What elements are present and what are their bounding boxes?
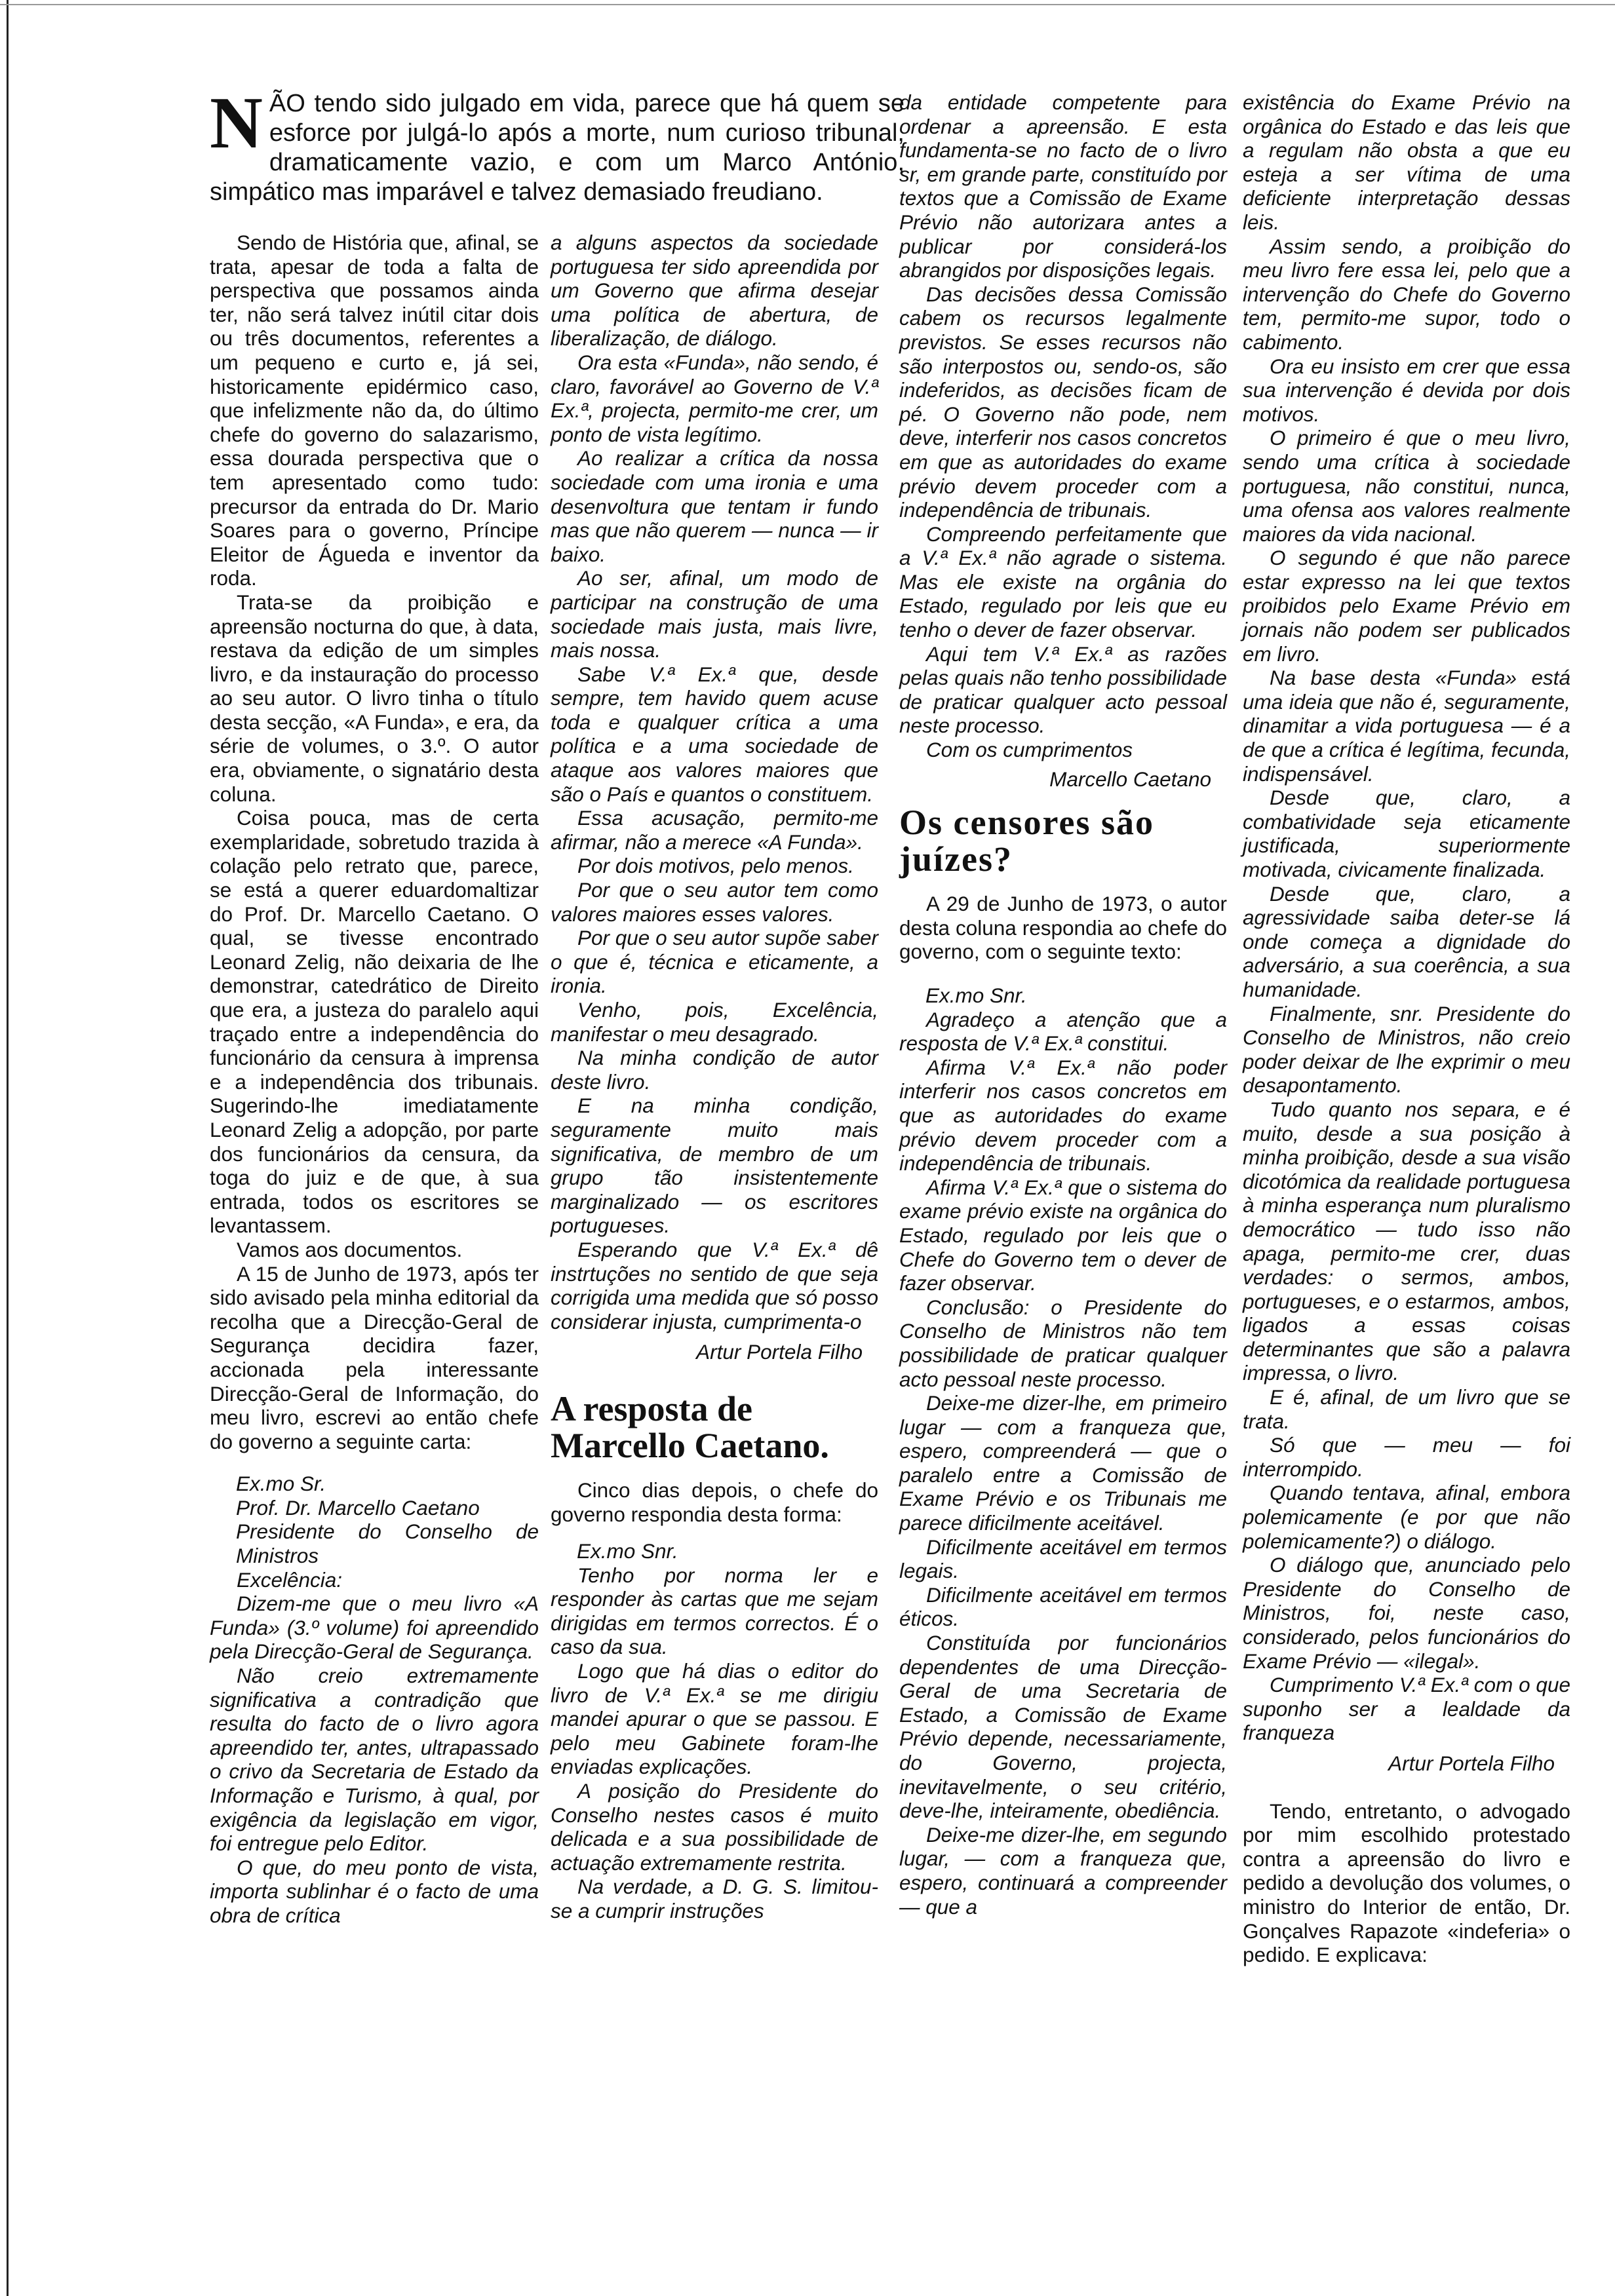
letter-paragraph: Deixe-me dizer-lhe, em segundo lugar, — com a franqueza que, espero, continuará a compreender — que a: [899, 1822, 1227, 1919]
letter-paragraph: O que, do meu ponto de vista, importa sublinhar é o facto de uma obra de crítica: [210, 1855, 539, 1927]
drop-cap: N: [210, 83, 263, 164]
section-heading: A resposta de Marcello Caetano.: [551, 1388, 829, 1465]
letter-paragraph: Por que o seu autor tem como valores maiores esses valores.: [551, 878, 878, 926]
section-heading: Os censores são juízes?: [899, 803, 1154, 879]
letter-salutation: Ex.mo Snr.: [577, 1539, 678, 1563]
letter-paragraph: Tenho por norma ler e responder às cartas que me sejam dirigidas em termos correctos. É o caso da sua.: [551, 1563, 878, 1659]
letter-paragraph: Dizem-me que o meu livro «A Funda» (3.º volume) foi apreendido pela Direcção-Geral de Segurança.: [210, 1592, 539, 1664]
letter-paragraph: Na minha condição de autor deste livro.: [551, 1046, 878, 1094]
letter-paragraph: Na base desta «Funda» está uma ideia que não é, seguramente, dinamitar a vida portuguesa — é a de que a crítica é legítima, fecunda, indispensável.: [1243, 666, 1570, 786]
column-4: [1243, 90, 1570, 1967]
letter-paragraph: existência do Exame Prévio na orgânica do Estado e das leis que a regulam não obsta a que eu esteja a ser vítima de uma deficiente interpretação dessas leis.: [1243, 90, 1570, 234]
column-1: [210, 231, 539, 1928]
letter-addressee: Prof. Dr. Marcello Caetano: [236, 1495, 480, 1520]
letter-paragraph: Por dois motivos, pelo menos.: [577, 854, 854, 878]
signature: Marcello Caetano: [1049, 767, 1211, 791]
letter-paragraph: Afirma V.ª Ex.ª não poder interferir nos casos concretos em que as autoridades do exame prévio devem proceder com a independência de tribunais.: [899, 1055, 1227, 1176]
letter-paragraph: O diálogo que, anunciado pelo Presidente do Conselho de Ministros, foi, neste caso, considerado, pelos funcionários do Exame Prévio — «ilegal».: [1243, 1553, 1570, 1673]
letter-paragraph: Esperando que V.ª Ex.ª dê instrtuções no sentido de que seja corrigida uma medida que só posso considerar injusta, cumprimenta-o: [551, 1237, 878, 1333]
letter-paragraph: Não creio extremamente significativa a contradição que resulta do facto de o livro agora apreendido ter, antes, ultrapassado o crivo da Secretaria de Estado da Informação e Turismo, à qual, por exigência da legislação em vigor, foi entregue pelo Editor.: [210, 1664, 539, 1856]
letter-paragraph: Dificilmente aceitável em termos éticos.: [899, 1582, 1227, 1631]
letter-paragraph: Agradeço a atenção que a resposta de V.ª Ex.ª constitui.: [899, 1007, 1227, 1056]
scan-edge-top: [0, 4, 1615, 5]
letter-paragraph: O segundo é que não parece estar expresso na lei que textos proibidos pelo Exame Prévio em jornais não podem ser publicados em livro.: [1243, 546, 1570, 666]
letter-reply-to-caetano: [899, 984, 1227, 1919]
letter-paragraph: Ora eu insisto em crer que essa sua intervenção é devida por dois motivos.: [1243, 354, 1570, 426]
letter-paragraph: Ao realizar a crítica da nossa sociedade com uma ironia e uma desenvoltura que tentam ir fundo mas que não querem — nunca — ir baixo.: [551, 446, 878, 566]
letter-paragraph: da entidade competente para ordenar a apreensão. E esta fundamenta-se no facto de o livro sr, em grande parte, constituído por textos que a Comissão de Exame Prévio não autorizara antes a publicar por considerá-los abrangidos por disposições legais.: [899, 90, 1227, 282]
letter-paragraph: Aqui tem V.ª Ex.ª as razões pelas quais não tenho possibilidade de praticar qualquer acto pessoal neste processo.: [899, 641, 1227, 738]
paragraph: Sendo de História que, afinal, se trata, apesar de toda a falta de perspectiva que possamos ainda ter, não será talvez inútil citar dois ou três documentos, referentes a um pequeno e curto e, já sei, historicamente epidérmico caso, que infelizmente não da, do último chefe do governo do salazarismo, essa dourada perspectiva que o tem apresentado como tudo: precursor da entrada do Dr. Mario Soares para o governo, Príncipe Eleitor de Águeda e inventor da roda.: [210, 231, 539, 590]
letter-greeting: Excelência:: [236, 1567, 343, 1592]
letter-paragraph: E na minha condição, seguramente muito mais significativa, de membro de um grupo tão insistentemente marginalizado — os escritores portugueses.: [551, 1094, 878, 1238]
letter-paragraph: E é, afinal, de um livro que se trata.: [1243, 1385, 1570, 1433]
letter-salutation: Ex.mo Snr.: [925, 984, 1027, 1007]
paragraph: Cinco dias depois, o chefe do governo respondia desta forma:: [551, 1478, 878, 1526]
letter-paragraph: Por que o seu autor supõe saber o que é, técnica e eticamente, a ironia.: [551, 926, 878, 998]
letter-paragraph: Logo que há dias o editor do livro de V.ª Ex.ª se me dirigiu mandei apurar o que se passou. E pelo meu Gabinete foram-lhe enviadas explicações.: [551, 1659, 878, 1779]
letter-paragraph: Cumprimento V.ª Ex.ª com o que suponho ser a lealdade da franqueza: [1243, 1673, 1570, 1745]
letter-paragraph: Tudo quanto nos separa, e é muito, desde a sua posição à minha proibição, desde a sua visão dicotómica da realidade portuguesa à minha esperança num pluralismo democrático — tudo isso não apaga, permito-me crer, duas verdades: o sermos, ambos, portugueses, e o estarmos, ambos, ligados a essas coisas determinantes que são a palavra impressa, o livro.: [1243, 1097, 1570, 1385]
signature: Artur Portela Filho: [1388, 1751, 1555, 1775]
paragraph: Trata-se da proibição e apreensão nocturna do que, à data, restava da edição de um simples livro, e da instauração do processo ao seu autor. O livro tinha o título desta secção, «A Funda», e era, da série de volumes, o 3.º. O autor era, obviamente, o signatário desta coluna.: [210, 590, 539, 806]
letter-paragraph: Desde que, claro, a agressividade saiba deter-se lá onde começa a dignidade do adversário, a sua coerência, a sua humanidade.: [1243, 881, 1570, 1001]
paragraph: A 29 de Junho de 1973, o autor desta coluna respondia ao chefe do governo, com o seguinte texto:: [899, 892, 1227, 964]
letter-paragraph: Ao ser, afinal, um modo de participar na construção de uma sociedade mais justa, mais livre, mais nossa.: [551, 566, 878, 662]
letter-to-caetano: [210, 1472, 539, 1927]
letter-paragraph: Conclusão: o Presidente do Conselho de Ministros não tem possibilidade de praticar qualquer acto pessoal neste processo.: [899, 1295, 1227, 1391]
letter-paragraph: Só que — meu — foi interrompido.: [1243, 1433, 1570, 1481]
section-censors: [899, 804, 1227, 964]
letter-reply-to-caetano-cont: [1243, 90, 1570, 1776]
letter-paragraph: Compreendo perfeitamente que a V.ª Ex.ª não agrade o sistema. Mas ele existe na orgânia do Estado, regulado por leis que eu tenho o dever de fazer observar.: [899, 522, 1227, 642]
paragraph: Vamos aos documentos.: [236, 1237, 463, 1261]
letter-paragraph: Quando tentava, afinal, embora polemicamente (e por que não polemicamente?) o diálogo.: [1243, 1481, 1570, 1553]
letter-paragraph: Venho, pois, Excelência, manifestar o meu desagrado.: [551, 998, 878, 1046]
letter-paragraph: Na verdade, a D. G. S. limitou-se a cumprir instruções: [551, 1875, 878, 1923]
signature: Artur Portela Filho: [696, 1340, 863, 1364]
letter-addressee: Presidente do Conselho de Ministros: [236, 1520, 539, 1568]
scan-edge-left: [7, 0, 9, 2296]
paragraph: Tendo, entretanto, o advogado por mim escolhido protestado contra a apreensão do livro e pedido a devolução dos volumes, o ministro do Interior de então, Dr. Gonçalves Rapazote «indeferia» o pedido. E explicava:: [1243, 1799, 1570, 1967]
lead-paragraph: [210, 83, 905, 207]
letter-paragraph: Assim sendo, a proibição do meu livro fere essa lei, pelo que a intervenção do Chefe do Governo tem, permito-me supor, todo o cabimento.: [1243, 234, 1570, 354]
column-2: [551, 231, 878, 1923]
letter-paragraph: O primeiro é que o meu livro, sendo uma crítica à sociedade portuguesa, não constitui, nunca, uma ofensa aos valores realmente maiores da vida nacional.: [1243, 426, 1570, 546]
column-3: [899, 90, 1227, 1919]
letter-paragraph: a alguns aspectos da sociedade portuguesa ter sido apreendida por um Governo que afirma desejar uma política de abertura, de liberalização, de diálogo.: [551, 231, 878, 351]
letter-salutation: Ex.mo Sr.: [236, 1472, 326, 1496]
lead-text: ÃO tendo sido julgado em vida, parece que há quem se esforce por julgá-lo após a morte, num curioso tribunal, dramaticamente vazio, e com um Marco António, simpático mas imparável e talvez demasiado freudiano.: [210, 90, 905, 206]
section-caetano-reply: [551, 1390, 878, 1526]
letter-paragraph: Constituída por funcionários dependentes de uma Direcção-Geral de uma Secretaria de Estado, a Comissão de Exame Prévio depende, necessariamente, do Governo, projecta, inevitavelmente, o seu critério, deve-lhe, inteiramente, obediência.: [899, 1631, 1227, 1823]
letter-paragraph: Ora esta «Funda», não sendo, é claro, favorável ao Governo de V.ª Ex.ª, projecta, permito-me crer, um ponto de vista legítimo.: [551, 350, 878, 446]
letter-paragraph: Finalmente, snr. Presidente do Conselho de Ministros, não creio poder deixar de lhe exprimir o meu desapontamento.: [1243, 1001, 1570, 1098]
letter-paragraph: A posição do Presidente do Conselho nestes casos é muito delicada e a sua possibilidade de actuação extremamente restrita.: [551, 1779, 878, 1875]
letter-paragraph: Deixe-me dizer-lhe, em primeiro lugar — com a franqueza que, espero, compreenderá — que o paralelo entre a Comissão de Exame Prévio e os Tribunais me parece dificilmente aceitável.: [899, 1391, 1227, 1535]
letter-paragraph: Essa acusação, permito-me afirmar, não a merece «A Funda».: [551, 806, 878, 854]
letter-paragraph: Afirma V.ª Ex.ª que o sistema do exame prévio existe na orgânica do Estado, regulado por leis que o Chefe do Governo tem o dever de fazer observar.: [899, 1175, 1227, 1295]
letter-paragraph: Das decisões dessa Comissão cabem os recursos legalmente previstos. Se esses recursos não são interpostos ou, sendo-os, são indeferidos, as decisões ficam de pé. O Governo não pode, nem deve, interferir nos casos concretos em que as autoridades do exame prévio devem proceder com a independência de tribunais.: [899, 282, 1227, 522]
paragraph: Coisa pouca, mas de certa exemplaridade, sobretudo trazida à colação pelo retrato que, parece, se está a querer eduardomaltizar do Prof. Dr. Marcello Caetano. O qual, se tivesse encontrado Leonard Zelig, não deixaria de lhe demonstrar, catedrático de Direito que era, a justeza do paralelo aqui traçado entre a independência do funcionário da censura à imprensa e a independência dos tribunais. Sugerindo-lhe imediatamente Leonard Zelig a adopção, por parte dos funcionários da censura, da toga do juiz e de que, à sua entrada, todos os escritores se levantassem.: [210, 806, 539, 1238]
letter-from-caetano-cont: [899, 90, 1227, 791]
letter-from-caetano: [551, 1539, 878, 1923]
closing-section: [1243, 1799, 1570, 1967]
letter-paragraph: Com os cumprimentos: [925, 738, 1133, 762]
paragraph: A 15 de Junho de 1973, após ter sido avisado pela minha editorial da recolha que a Direcção-Geral de Segurança decidira fazer, accionada pela interessante Direcção-Geral de Informação, do meu livro, escrevi ao então chefe do governo a seguinte carta:: [210, 1261, 539, 1453]
letter-paragraph: Dificilmente aceitável em termos legais.: [899, 1535, 1227, 1583]
letter-paragraph: Desde que, claro, a combatividade seja eticamente justificada, superiormente motivada, civicamente finalizada.: [1243, 786, 1570, 881]
letter-paragraph: Sabe V.ª Ex.ª que, desde sempre, tem havido quem acuse toda e qualquer crítica a uma política e a uma sociedade de ataque aos valores maiores que são o País e quantos o constituem.: [551, 662, 878, 806]
